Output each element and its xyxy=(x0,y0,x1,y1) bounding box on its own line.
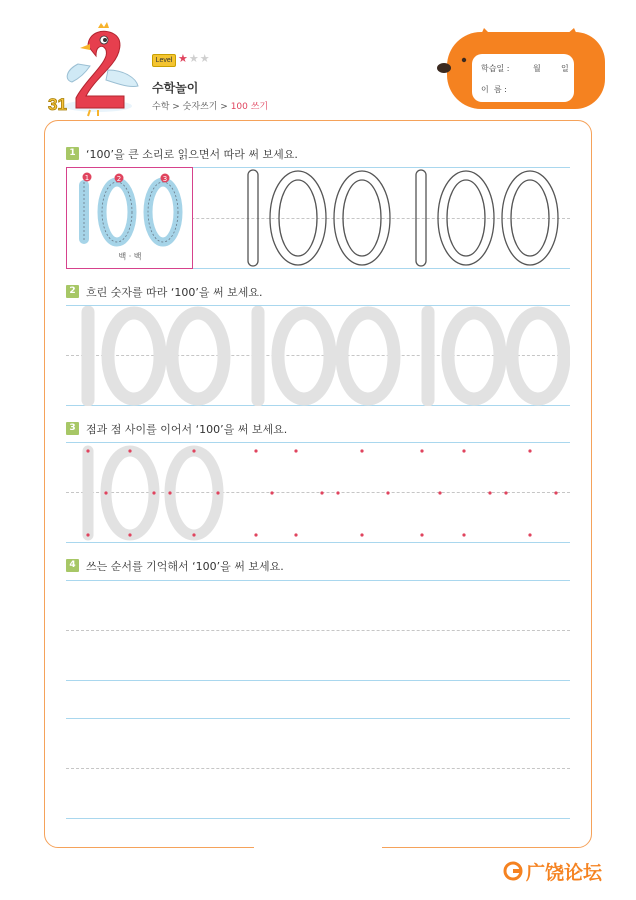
frame-gap xyxy=(254,838,382,852)
page-title: 수학놀이 xyxy=(152,81,199,95)
breadcrumb xyxy=(152,99,268,112)
question-number: 3 xyxy=(66,422,79,435)
stroke-number: 3 xyxy=(162,175,168,183)
question-instruction: ‘100’을 큰 소리로 읽으면서 따라 써 보세요. xyxy=(86,148,298,161)
outline-digits-row xyxy=(240,168,570,268)
model-reading: 백 · 백 xyxy=(118,252,142,261)
question-instruction: 쓰는 순서를 기억해서 ‘100’을 써 보세요. xyxy=(86,560,284,573)
faded-trace-digits[interactable] xyxy=(76,306,570,406)
stroke-number: 2 xyxy=(116,175,122,183)
level-badge: Level xyxy=(152,54,176,67)
level-stars xyxy=(178,52,211,65)
name-field[interactable] xyxy=(514,81,570,95)
star-empty-icon: ★ xyxy=(188,52,200,65)
question-instruction: 흐린 숫자를 따라 ‘100’을 써 보세요. xyxy=(86,286,263,299)
question-number: 2 xyxy=(66,285,79,298)
name-label: 이 름 : xyxy=(481,85,507,94)
breadcrumb-current: 100 쓰기 xyxy=(230,102,269,112)
breadcrumb-path: 수학 > 숫자쓰기 > xyxy=(152,102,231,112)
question-instruction: 점과 점 사이를 이어서 ‘100’을 써 보세요. xyxy=(86,423,288,436)
date-label: 학습일 : xyxy=(481,64,510,73)
question-number: 1 xyxy=(66,147,79,160)
stroke-number: 1 xyxy=(84,174,90,182)
star-filled-icon: ★ xyxy=(178,52,189,65)
question-number: 4 xyxy=(66,559,79,572)
guide-line xyxy=(66,818,570,819)
lesson-number-badge xyxy=(46,92,76,114)
free-writing-area[interactable] xyxy=(66,581,570,818)
forum-logo-text: 广饶论坛 xyxy=(526,863,603,884)
star-empty-icon: ★ xyxy=(199,52,211,65)
date-field[interactable] xyxy=(514,60,570,74)
forum-logo-icon xyxy=(502,860,524,882)
dot-connect-area[interactable] xyxy=(76,443,570,543)
day-label: 일 xyxy=(561,64,569,73)
lesson-number: 31 xyxy=(48,95,67,114)
month-label: 월 xyxy=(533,64,541,73)
